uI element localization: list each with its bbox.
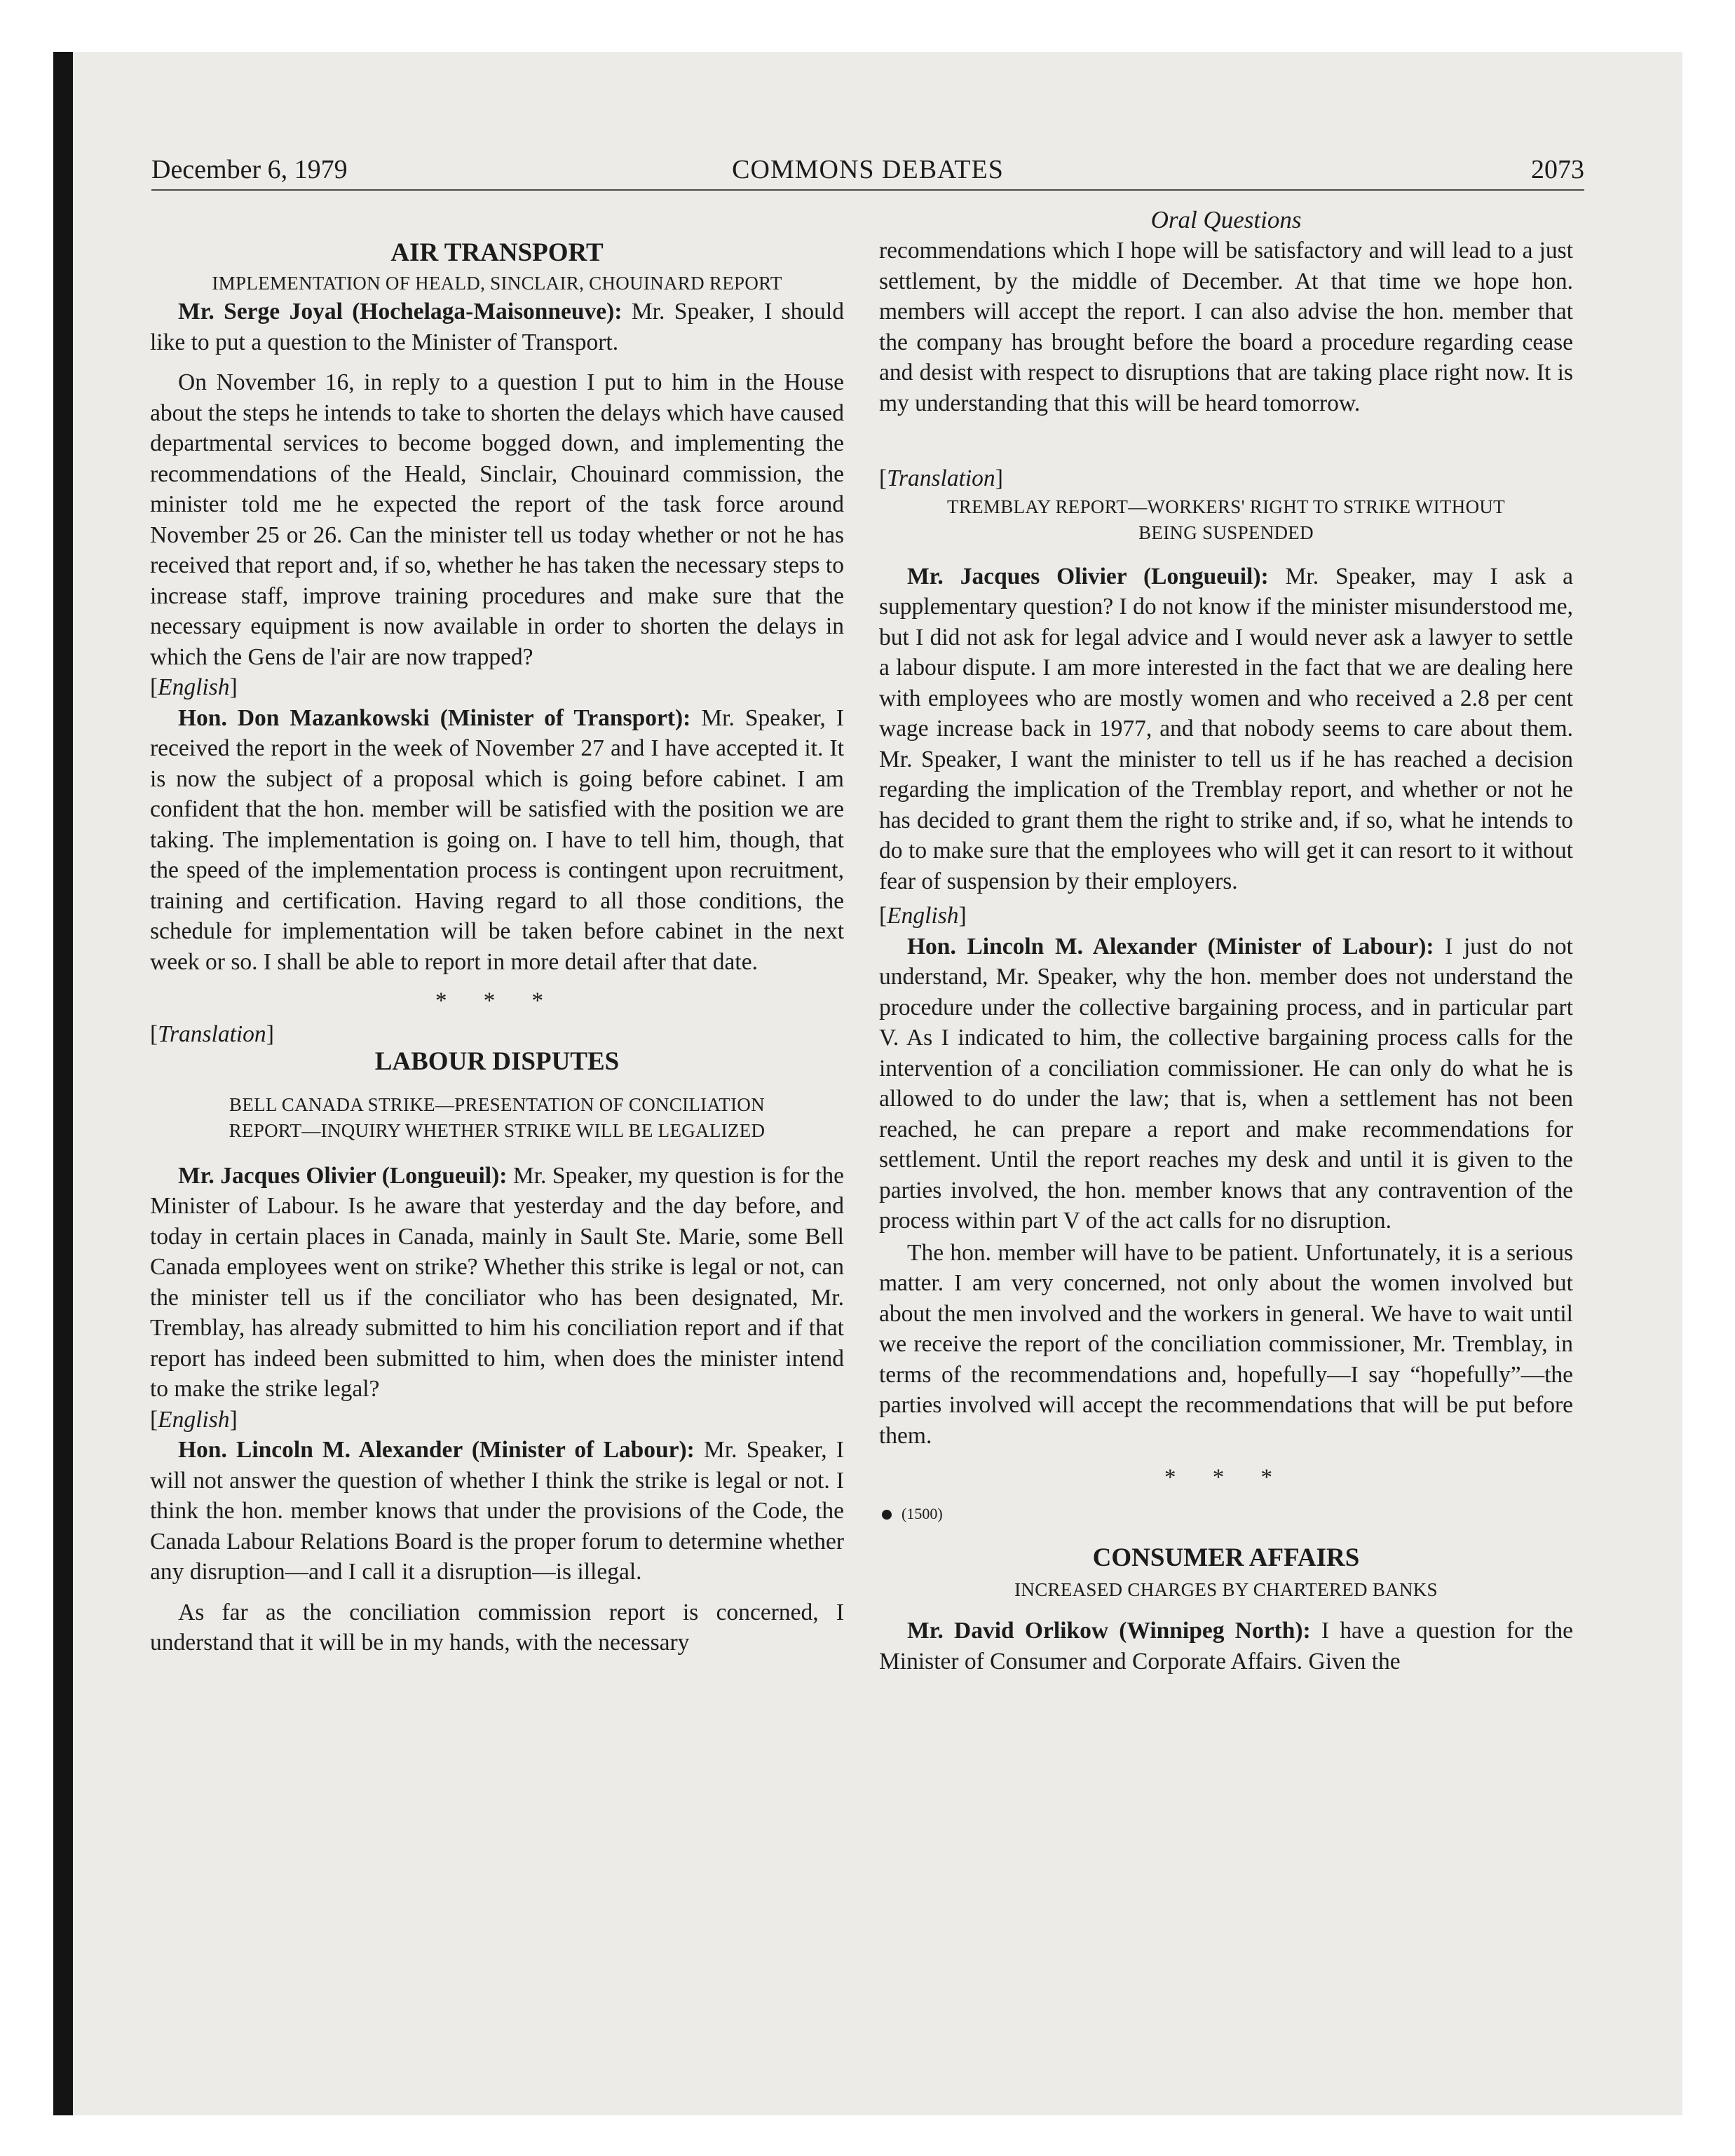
- paragraph-joyal-followup: On November 16, in reply to a question I put to him in the House about the steps he intends to take to shorten the delays which have caused departmental services to become bogged down, and implementing the recommendations of the Heald, Sinclair, Chouinard commission, the minister told me he expected the report of the task force around November 25 or 26. Can the minister tell us today whether or not he has received that report and, if so, whether he has taken the necessary steps to increase staff, improve training procedures and make sure that the necessary equipment is now available in order to shorten the delays in which the Gens de l'air are now trapped?: [150, 369, 844, 670]
- language-marker: [English]: [150, 1406, 238, 1433]
- speaker-name: Mr. Jacques Olivier (Longueuil):: [907, 563, 1269, 589]
- paragraph-alexander-reply: [879, 932, 1573, 1236]
- speaker-name: Mr. Serge Joyal (Hochelaga-Maisonneuve):: [178, 299, 622, 325]
- language-marker: [English]: [879, 903, 967, 929]
- section-heading-labour-disputes: LABOUR DISPUTES: [374, 1046, 620, 1076]
- subheading-tremblay-line2: BEING SUSPENDED: [1138, 521, 1314, 543]
- subheading-tremblay-line1: TREMBLAY REPORT—WORKERS' RIGHT TO STRIKE WITHOUT: [947, 496, 1505, 517]
- speech-text: Mr. Speaker, I should like to put a question to the Minister of Transport.: [150, 299, 844, 355]
- section-separator: * * *: [435, 988, 559, 1014]
- speech-text: Mr. Speaker, may I ask a supplementary question? I do not know if the minister misunderstood me, but I did not ask for legal advice and I would never ask a lawyer to settle a labour dispute. I am more interested in the fact that we are dealing here with employees who are mostly women and who received a 2.8 per cent wage increase back in 1977, and that nobody seems to care about them. Mr. Speaker, I want the minister to tell us if he has reached a decision regarding the implication of the Tremblay report, and whether or not he has decided to grant them the right to strike and, if so, what he intends to do to make sure that the employees who will get it can resort to it without fear of suspension by their employers.: [879, 563, 1574, 894]
- time-marker: (1500): [879, 1500, 1573, 1528]
- paragraph-mazankowski-answer: [150, 703, 844, 978]
- speech-text: I just do not understand, Mr. Speaker, why the hon. member does not understand the procedure under the collective bargaining process, and in particular part V. As I indicated to him, the collective bargaining process calls for the intervention of a conciliation commissioner. He can only do what he is allowed to do under the law; that is, when a settlement has not been reached, he can prepare a report and make recommendations for settlement. Until the report reaches my desk and until it is given to the parties involved, the hon. member knows that any contravention of the process within part V of the act calls for no disruption.: [879, 933, 1573, 1234]
- section-heading-air-transport: AIR TRANSPORT: [390, 238, 604, 267]
- paragraph-olivier-supplementary: [879, 561, 1573, 897]
- header-date: December 6, 1979: [151, 155, 348, 184]
- subheading-bell-canada-line2: REPORT—INQUIRY WHETHER STRIKE WILL BE LEGALIZED: [229, 1119, 766, 1141]
- paragraph-joyal-question: [150, 296, 844, 357]
- speech-text: Mr. Speaker, I received the report in the week of November 27 and I have accepted it. It is now the subject of a proposal which is going before cabinet. I am confident that the hon. member will be satisfied with the position we are taking. The implementation is going on. I have to tell him, though, that the speed of the implementation process is contingent upon recruitment, training and certification. Having regard to all those conditions, the schedule for implementation will be taken before cabinet in the next week or so. I shall be able to report in more detail after that date.: [150, 704, 844, 975]
- speaker-name: Mr. Jacques Olivier (Longueuil):: [178, 1162, 508, 1189]
- running-head-oral-questions: Oral Questions: [1150, 206, 1302, 233]
- paragraph-alexander-continued: As far as the conciliation commission report is concerned, I understand that it will be in my hands, with the necessary: [150, 1599, 844, 1656]
- paragraph-olivier-question: [150, 1161, 844, 1405]
- paragraph-orlikow-question: [879, 1616, 1573, 1677]
- language-marker: [Translation]: [150, 1021, 274, 1047]
- speaker-name: Mr. David Orlikow (Winnipeg North):: [907, 1618, 1311, 1644]
- bullet-dot-icon: [882, 1510, 892, 1520]
- page-number: 2073: [1531, 155, 1584, 184]
- header-title: COMMONS DEBATES: [732, 155, 1004, 184]
- paragraph-alexander-answer: [150, 1435, 844, 1588]
- subheading-bank-charges: INCREASED CHARGES BY CHARTERED BANKS: [1014, 1579, 1438, 1600]
- subheading-heald-report: IMPLEMENTATION OF HEALD, SINCLAIR, CHOUINARD REPORT: [212, 273, 782, 294]
- subheading-bell-canada-line1: BELL CANADA STRIKE—PRESENTATION OF CONCILIATION: [229, 1093, 765, 1115]
- speaker-name: Hon. Lincoln M. Alexander (Minister of Labour):: [907, 933, 1434, 960]
- binding-edge: [53, 52, 73, 2115]
- section-separator: * * *: [1164, 1465, 1288, 1490]
- speech-text: Mr. Speaker, I will not answer the question of whether I think the strike is legal or not. I think the hon. member knows that under the provisions of the Code, the Canada Labour Relations Board is the proper forum to determine whether any disruption—and I call it a disruption—is illegal.: [150, 1437, 844, 1585]
- page-header: [151, 153, 1584, 191]
- speaker-name: Hon. Lincoln M. Alexander (Minister of Labour):: [178, 1437, 695, 1463]
- speaker-name: Hon. Don Mazankowski (Minister of Transport):: [178, 704, 691, 731]
- left-column: [150, 205, 844, 1658]
- language-marker: [English]: [150, 674, 238, 700]
- right-column: [879, 205, 1573, 1677]
- paragraph-alexander-patient: The hon. member will have to be patient. Unfortunately, it is a serious matter. I am very concerned, not only about the women involved but about the men involved and the workers in general. We have to wait until we receive the report of the conciliation commissioner, Mr. Tremblay, in terms of the recommendations and, hopefully—I say “hopefully”—the parties involved will accept the recommendations that will be put before them.: [879, 1239, 1573, 1449]
- section-heading-consumer-affairs: CONSUMER AFFAIRS: [1092, 1543, 1360, 1572]
- speech-text: I have a question for the Minister of Consumer and Corporate Affairs. Given the: [879, 1618, 1574, 1674]
- paragraph-alexander-continuation: recommendations which I hope will be satisfactory and will lead to a just settlement, by the middle of December. At that time we hope hon. members will accept the report. I can also advise the hon. member that the company has brought before the board a procedure regarding cease and desist with respect to disruptions that are taking place right now. It is my understanding that this will be heard tomorrow.: [879, 238, 1573, 416]
- language-marker: [Translation]: [879, 465, 1003, 491]
- speech-text: Mr. Speaker, my question is for the Minister of Labour. Is he aware that yesterday and the day before, and today in certain places in Canada, mainly in Sault Ste. Marie, some Bell Canada employees went on strike? Whether this strike is legal or not, can the minister tell us if the conciliator who has been designated, Mr. Tremblay, has already submitted to him his conciliation report and if that report has indeed been submitted to him, when does the minister intend to make the strike legal?: [150, 1162, 845, 1402]
